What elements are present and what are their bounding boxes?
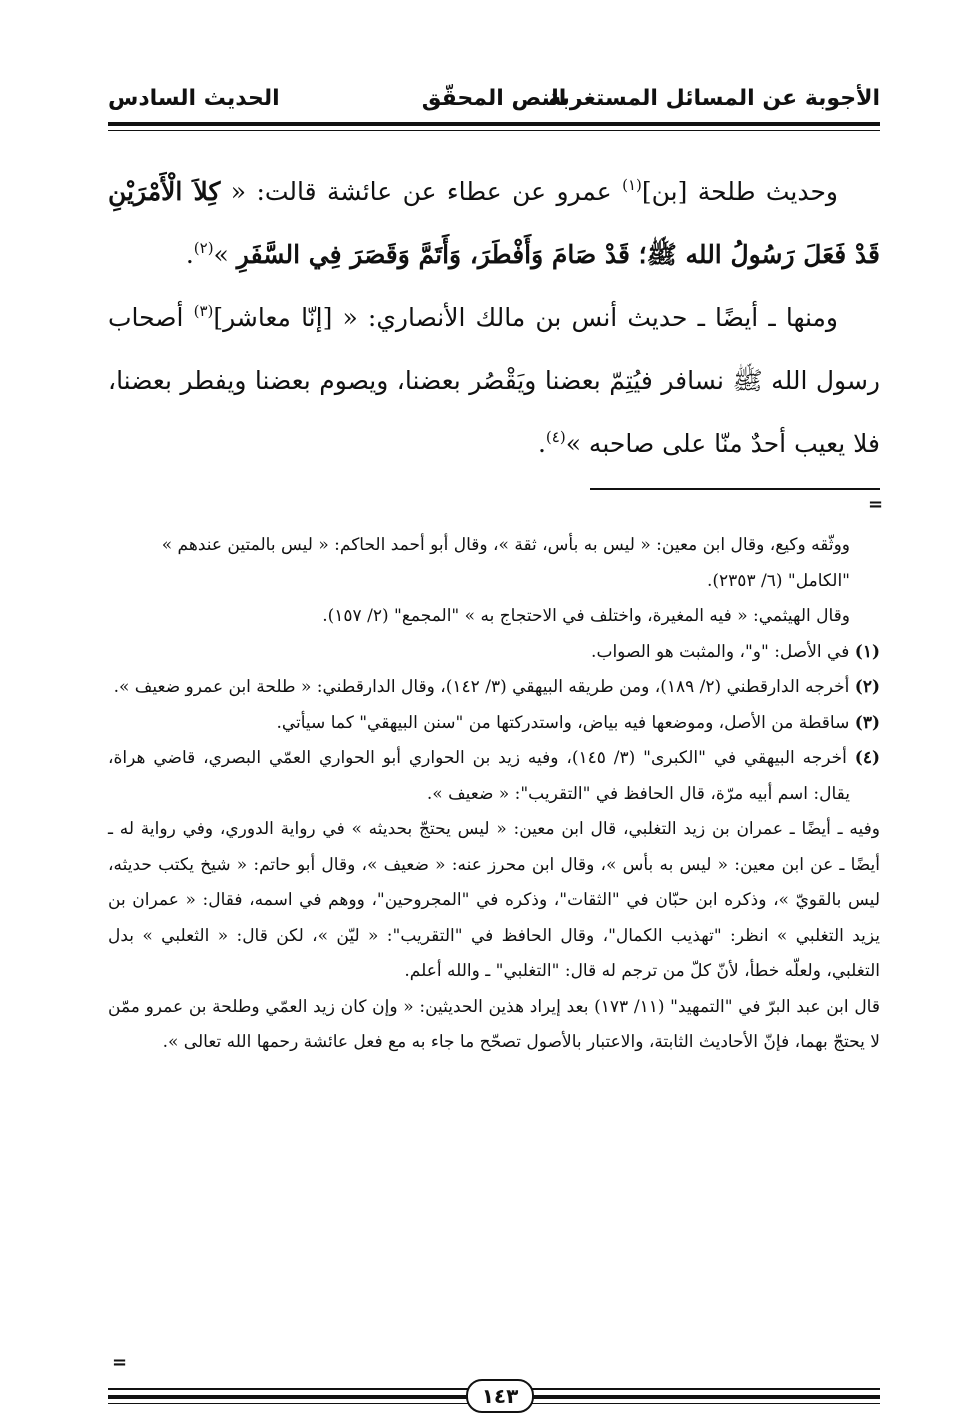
- main-text: [108, 160, 880, 475]
- footnote-ref-3[interactable]: (٣): [193, 302, 214, 320]
- footnote-continuation-haythami: وقال الهيثمي: « فيه المغيرة، واختلف في الاحتجاج به » "المجمع" (٢/ ١٥٧).: [322, 606, 850, 626]
- footnote-continuation: ووثّقه وكيع، وقال ابن معين: « ليس به بأس، ثقة »، وقال أبو أحمد الحاكم: « ليس بالمتين عندهم » "الكامل" (٦/ ٢٣٥٣).: [161, 535, 850, 591]
- running-header: [108, 82, 880, 122]
- header-chapter-title: الحديث السادس: [108, 86, 280, 111]
- paragraph-talha-hadith: وحديث طلحة [بن]$^{(١)}$ عمرو عن عطاء عن عائشة قالت: « كِلاَ الْأَمْرَيْنِ قَدْ فَعَلَ رَسُولُ الله ﷺ؛ قَدْ صَامَ وَأَفْطَرَ، وَأَتَمَّ وَقَصَرَ فِي السَّفَرِ »$^{(٢)}$.: [108, 176, 880, 269]
- continuation-mark-top: =: [868, 494, 884, 515]
- footnote-3: (٣) ساقطة من الأصل، وموضعها فيه بياض، واستدركتها من "سنن البيهقي" كما سيأتي.: [276, 712, 880, 733]
- footnotes: [108, 528, 880, 1061]
- page-number: ١٤٣: [466, 1379, 534, 1413]
- footnote-4-continued: وفيه ـ أيضًا ـ عمران بن زيد التغلبي، قال ابن معين: « ليس يحتجّ بحديثه » في رواية الدوري، وفي رواية له ـ أيضًا ـ عن ابن معين: « ليس به بأس »، وقال ابن محرز عنه: « ضعيف »، وقال أبو حاتم: « شيخ يكتب حديثه، ليس بالقويّ »، وذكره ابن حبّان في "الثقات"، وذكره في "المجروحين"، ووهم في اسمه، فقال: « عمران بن يزيد التغلبي » انظر: "تهذيب الكمال"، وقال الحافظ في "التقريب": « ليّن »، لكن قال: « الثعلبي » بدل التغلبي، ولعلّه خطأ، لأنّ كلّ من ترجم له قال: "التغلبي" ـ والله أعلم.: [108, 819, 880, 981]
- footnote-ref-4[interactable]: (٤): [545, 428, 566, 446]
- header-rule-thick: [108, 122, 880, 126]
- header-section-title: النص المحقّق: [421, 86, 567, 111]
- footnote-1: (١) في الأصل: "و"، والمثبت هو الصواب.: [591, 641, 880, 662]
- continuation-mark-bottom: =: [112, 1352, 128, 1373]
- footnote-ref-2[interactable]: (٢): [193, 239, 214, 257]
- header-rule-thin: [108, 130, 880, 131]
- footnote-2: (٢) أخرجه الدارقطني (٢/ ١٨٩)، ومن طريقه البيهقي (٣/ ١٤٢)، وقال الدارقطني: « طلحة ابن عمرو ضعيف ».: [113, 677, 880, 697]
- footnote-4-ibn-abd-al-barr: قال ابن عبد البرّ في "التمهيد" (١١/ ١٧٣) بعد إيراد هذين الحديثين: « وإن كان زيد العمّي وطلحة بن عمرو ممّن لا يحتجّ بهما، فإنّ الأحاديث الثابتة، والاعتبار بالأصول تصحّح ما جاء به مع فعل عائشة رحمها الله تعالى ».: [108, 996, 880, 1052]
- paragraph-anas-hadith: ومنها ـ أيضًا ـ حديث أنس بن مالك الأنصاري: « [إنّا معاشر]$^{(٣)}$ أصحاب رسول الله ﷺ نسافر فيُتِمّ بعضنا ويَقْصُر بعضنا، ويصوم بعضنا ويفطر بعضنا، فلا يعيب أحدٌ منّا على صاحبه »$^{(٤)}$.: [108, 302, 880, 458]
- footnote-separator: [590, 488, 880, 490]
- header-book-title: الأجوبة عن المسائل المستغربة: [548, 86, 880, 111]
- footnote-4: (٤) أخرجه البيهقي في "الكبرى" (٣/ ١٤٥)، وفيه زيد بن الحواري أبو الحواري العمّي البصري، قاضي هراة، يقال: اسم أبيه مرّة، قال الحافظ في "التقريب": « ضعيف ».: [108, 748, 880, 804]
- footnote-ref-1[interactable]: (١): [622, 176, 642, 194]
- hadith-quote-aisha: كِلاَ الْأَمْرَيْنِ قَدْ فَعَلَ رَسُولُ الله ﷺ؛ قَدْ صَامَ وَأَفْطَرَ، وَأَتَمَّ وَقَصَرَ فِي السَّفَرِ: [108, 177, 880, 269]
